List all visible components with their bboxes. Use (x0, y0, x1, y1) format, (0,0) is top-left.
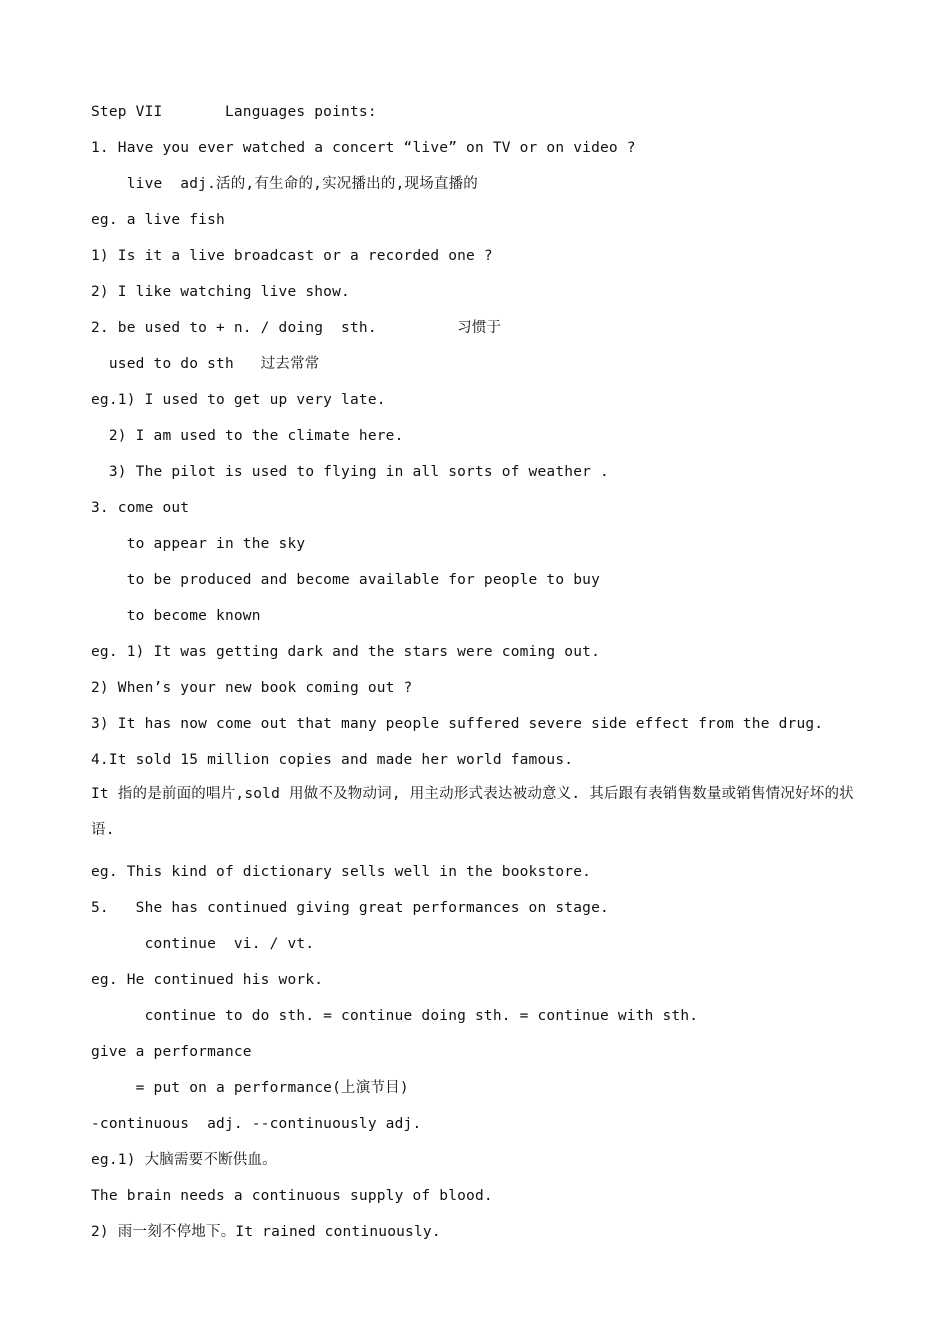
point-5-title: 5. She has continued giving great performances on stage. (91, 900, 609, 916)
point-3-meaning-3: to become known (91, 608, 261, 624)
point-5-definition: continue vi. / vt. (91, 936, 315, 952)
derived-forms: -continuous adj. --continuously adj. (91, 1116, 422, 1132)
point-3-meaning-1: to appear in the sky (91, 536, 306, 552)
point-2-example-1: eg.1) I used to get up very late. (91, 392, 386, 408)
point-3-example-2: 2) When’s your new book coming out ? (91, 680, 413, 696)
point-4-title: 4.It sold 15 million copies and made her world famous. (91, 752, 574, 768)
point-1-example-2: 2) I like watching live show. (91, 284, 350, 300)
point-3-example-1: eg. 1) It was getting dark and the stars were coming out. (91, 644, 600, 660)
point-5-example: eg. He continued his work. (91, 972, 324, 988)
point-1-example: eg. a live fish (91, 212, 225, 228)
point-2-subtitle: used to do sth 过去常常 (91, 356, 320, 372)
derived-example-2: 2) 雨一刻不停地下。It rained continuously. (91, 1224, 441, 1240)
point-3-example-3: 3) It has now come out that many people suffered severe side effect from the drug. (91, 716, 824, 732)
derived-example-1-cn: eg.1) 大脑需要不断供血。 (91, 1152, 277, 1168)
point-3-title: 3. come out (91, 500, 190, 516)
point-1-definition: live adj.活的,有生命的,实况播出的,现场直播的 (91, 176, 479, 192)
derived-example-1-en: The brain needs a continuous supply of blood. (91, 1188, 493, 1204)
point-2-example-3: 3) The pilot is used to flying in all sorts of weather . (91, 464, 609, 480)
phrase-meaning: = put on a performance(上演节目) (91, 1080, 409, 1096)
point-4-example: eg. This kind of dictionary sells well in the bookstore. (91, 864, 592, 880)
point-1-title: 1. Have you ever watched a concert “live” on TV or on video ? (91, 140, 636, 156)
phrase-title: give a performance (91, 1044, 252, 1060)
point-1-example-1: 1) Is it a live broadcast or a recorded one ? (91, 248, 493, 264)
section-heading: Step VII Languages points: (91, 104, 377, 120)
point-2-example-2: 2) I am used to the climate here. (91, 428, 404, 444)
point-4-explanation: It 指的是前面的唱片,sold 用做不及物动词, 用主动形式表达被动意义. 其后跟有表销售数量或销售情况好坏的状语. (91, 786, 854, 838)
point-3-meaning-2: to be produced and become available for people to buy (91, 572, 600, 588)
point-5-usage: continue to do sth. = continue doing sth. = continue with sth. (91, 1008, 699, 1024)
point-2-title: 2. be used to + n. / doing sth. 习惯于 (91, 320, 502, 336)
